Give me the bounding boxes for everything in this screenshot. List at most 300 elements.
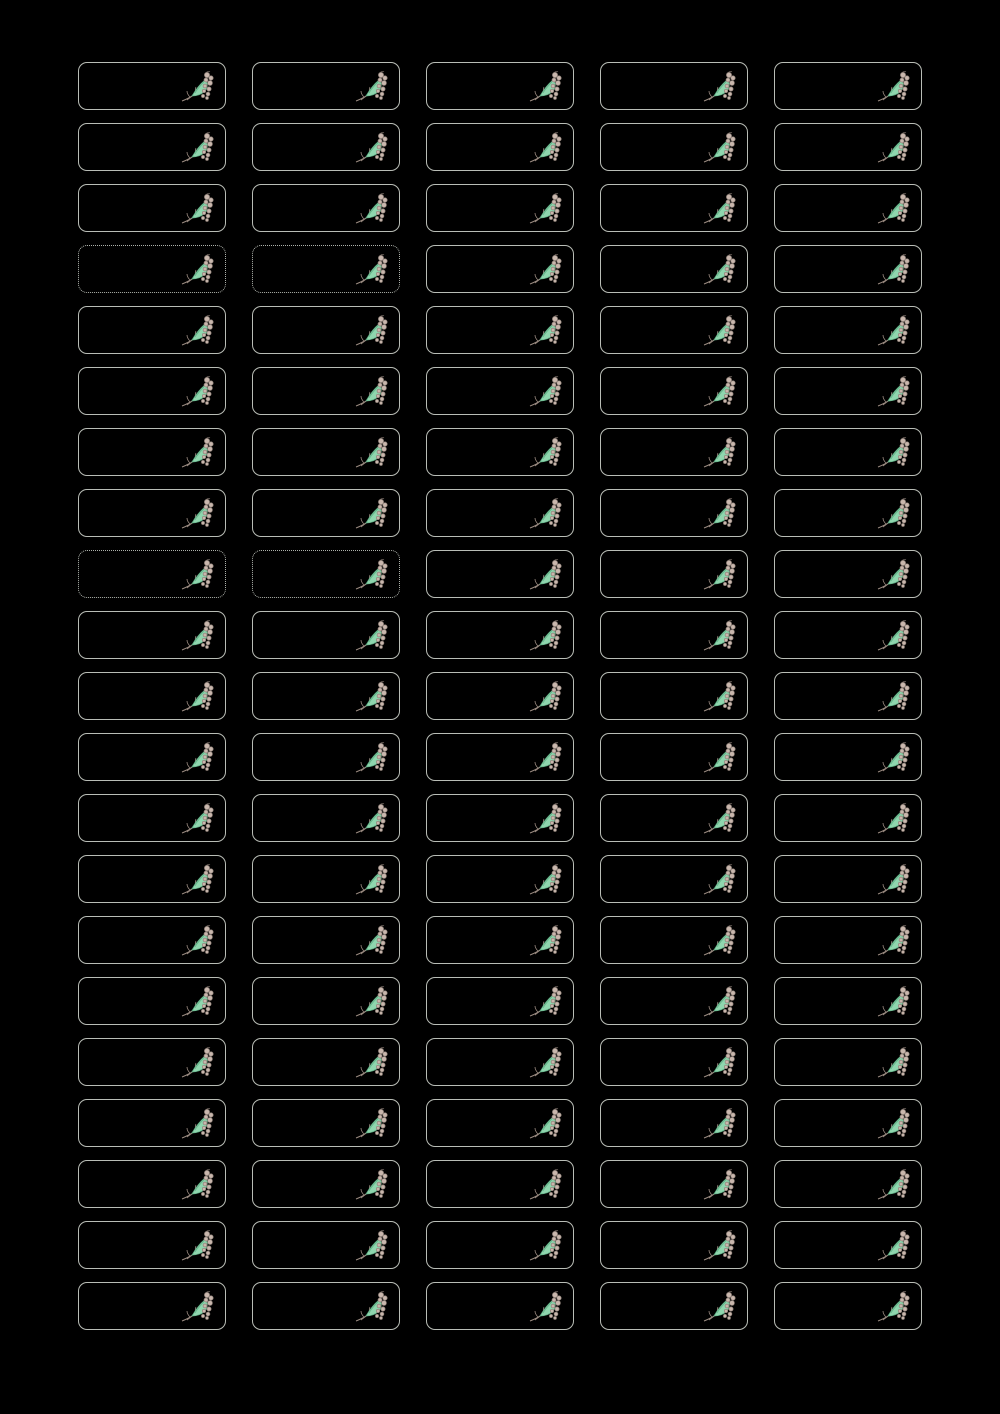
label-cell[interactable] (252, 794, 400, 842)
label-cell[interactable] (774, 1221, 922, 1269)
floral-sprig-icon (182, 1169, 213, 1199)
floral-sprig-icon (878, 1169, 909, 1199)
floral-sprig-icon (350, 738, 390, 778)
label-cell[interactable] (426, 794, 574, 842)
floral-sprig-icon (176, 1226, 216, 1266)
floral-sprig-icon (524, 1226, 564, 1266)
floral-sprig-icon (350, 494, 390, 534)
floral-sprig-icon (356, 803, 387, 833)
label-cell[interactable] (426, 977, 574, 1025)
label-cell[interactable] (426, 672, 574, 720)
label-cell[interactable] (426, 550, 574, 598)
floral-sprig-icon (704, 986, 735, 1016)
floral-sprig-icon (878, 864, 909, 894)
label-cell[interactable] (78, 1099, 226, 1147)
label-cell[interactable] (252, 733, 400, 781)
floral-sprig-icon (530, 315, 561, 345)
floral-sprig-icon (704, 193, 735, 223)
label-cell[interactable] (252, 184, 400, 232)
floral-sprig-icon (698, 67, 738, 107)
floral-sprig-icon (524, 799, 564, 839)
floral-sprig-icon (872, 128, 912, 168)
floral-sprig-icon (350, 982, 390, 1022)
label-cell[interactable] (252, 428, 400, 476)
floral-sprig-icon (704, 132, 735, 162)
floral-sprig-icon (698, 433, 738, 473)
label-cell[interactable] (252, 1038, 400, 1086)
floral-sprig-icon (530, 742, 561, 772)
floral-sprig-icon (176, 311, 216, 351)
floral-sprig-icon (182, 559, 213, 589)
floral-sprig-icon (356, 1230, 387, 1260)
floral-sprig-icon (878, 559, 909, 589)
floral-sprig-icon (872, 372, 912, 412)
floral-sprig-icon (530, 1047, 561, 1077)
label-cell[interactable] (774, 123, 922, 171)
floral-sprig-icon (878, 742, 909, 772)
floral-sprig-icon (878, 986, 909, 1016)
label-cell[interactable] (78, 428, 226, 476)
floral-sprig-icon (356, 132, 387, 162)
floral-sprig-icon (524, 189, 564, 229)
label-cell[interactable] (426, 306, 574, 354)
label-cell[interactable] (78, 733, 226, 781)
label-cell[interactable] (774, 1038, 922, 1086)
floral-sprig-icon (524, 982, 564, 1022)
floral-sprig-icon (182, 132, 213, 162)
floral-sprig-icon (524, 128, 564, 168)
floral-sprig-icon (350, 433, 390, 473)
floral-sprig-icon (872, 189, 912, 229)
label-cell[interactable] (252, 367, 400, 415)
floral-sprig-icon (704, 742, 735, 772)
floral-sprig-icon (524, 555, 564, 595)
label-cell[interactable] (252, 245, 400, 293)
label-cell[interactable] (78, 1160, 226, 1208)
floral-sprig-icon (530, 1230, 561, 1260)
label-cell[interactable] (600, 977, 748, 1025)
label-cell[interactable] (600, 1160, 748, 1208)
floral-sprig-icon (356, 193, 387, 223)
floral-sprig-icon (704, 315, 735, 345)
label-cell[interactable] (78, 367, 226, 415)
floral-sprig-icon (182, 193, 213, 223)
floral-sprig-icon (872, 1287, 912, 1327)
floral-sprig-icon (524, 250, 564, 290)
label-cell[interactable] (252, 611, 400, 659)
floral-sprig-icon (356, 1291, 387, 1321)
label-cell[interactable] (252, 1282, 400, 1330)
floral-sprig-icon (176, 67, 216, 107)
label-cell[interactable] (774, 733, 922, 781)
floral-sprig-icon (872, 1226, 912, 1266)
floral-sprig-icon (182, 681, 213, 711)
label-cell[interactable] (252, 62, 400, 110)
floral-sprig-icon (176, 555, 216, 595)
floral-sprig-icon (872, 921, 912, 961)
label-cell[interactable] (78, 855, 226, 903)
floral-sprig-icon (356, 986, 387, 1016)
floral-sprig-icon (356, 254, 387, 284)
floral-sprig-icon (872, 982, 912, 1022)
floral-sprig-icon (530, 620, 561, 650)
floral-sprig-icon (356, 1108, 387, 1138)
floral-sprig-icon (704, 803, 735, 833)
floral-sprig-icon (182, 620, 213, 650)
floral-sprig-icon (176, 982, 216, 1022)
label-cell[interactable] (426, 367, 574, 415)
floral-sprig-icon (176, 1165, 216, 1205)
floral-sprig-icon (176, 799, 216, 839)
floral-sprig-icon (704, 864, 735, 894)
label-cell[interactable] (774, 1099, 922, 1147)
floral-sprig-icon (176, 250, 216, 290)
label-cell[interactable] (600, 916, 748, 964)
label-cell[interactable] (252, 916, 400, 964)
label-cell[interactable] (774, 550, 922, 598)
floral-sprig-icon (350, 1043, 390, 1083)
floral-sprig-icon (698, 738, 738, 778)
label-cell[interactable] (774, 672, 922, 720)
floral-sprig-icon (182, 315, 213, 345)
label-cell[interactable] (426, 733, 574, 781)
floral-sprig-icon (872, 250, 912, 290)
floral-sprig-icon (530, 1291, 561, 1321)
floral-sprig-icon (182, 1108, 213, 1138)
floral-sprig-icon (182, 437, 213, 467)
floral-sprig-icon (704, 1047, 735, 1077)
floral-sprig-icon (872, 860, 912, 900)
label-cell[interactable] (426, 1221, 574, 1269)
floral-sprig-icon (350, 1104, 390, 1144)
floral-sprig-icon (698, 982, 738, 1022)
label-cell[interactable] (78, 611, 226, 659)
floral-sprig-icon (524, 1165, 564, 1205)
floral-sprig-icon (182, 1047, 213, 1077)
label-cell[interactable] (252, 855, 400, 903)
floral-sprig-icon (356, 498, 387, 528)
floral-sprig-icon (872, 311, 912, 351)
floral-sprig-icon (176, 738, 216, 778)
floral-sprig-icon (698, 555, 738, 595)
label-cell[interactable] (78, 977, 226, 1025)
floral-sprig-icon (182, 1230, 213, 1260)
floral-sprig-icon (704, 71, 735, 101)
floral-sprig-icon (872, 67, 912, 107)
floral-sprig-icon (698, 1104, 738, 1144)
label-cell[interactable] (600, 184, 748, 232)
floral-sprig-icon (176, 372, 216, 412)
floral-sprig-icon (524, 1287, 564, 1327)
label-cell[interactable] (78, 916, 226, 964)
floral-sprig-icon (872, 1104, 912, 1144)
floral-sprig-icon (698, 1165, 738, 1205)
label-cell[interactable] (78, 62, 226, 110)
label-cell[interactable] (252, 306, 400, 354)
label-cell[interactable] (600, 62, 748, 110)
floral-sprig-icon (356, 1169, 387, 1199)
floral-sprig-icon (878, 1230, 909, 1260)
floral-sprig-icon (176, 1043, 216, 1083)
floral-sprig-icon (872, 555, 912, 595)
floral-sprig-icon (704, 376, 735, 406)
label-cell[interactable] (774, 794, 922, 842)
floral-sprig-icon (350, 128, 390, 168)
floral-sprig-icon (878, 498, 909, 528)
floral-sprig-icon (698, 311, 738, 351)
floral-sprig-icon (176, 494, 216, 534)
floral-sprig-icon (182, 498, 213, 528)
floral-sprig-icon (698, 128, 738, 168)
floral-sprig-icon (356, 71, 387, 101)
label-cell[interactable] (600, 733, 748, 781)
floral-sprig-icon (878, 315, 909, 345)
floral-sprig-icon (524, 1104, 564, 1144)
floral-sprig-icon (878, 254, 909, 284)
floral-sprig-icon (704, 925, 735, 955)
floral-sprig-icon (698, 250, 738, 290)
floral-sprig-icon (878, 803, 909, 833)
label-cell[interactable] (78, 1221, 226, 1269)
label-cell[interactable] (426, 123, 574, 171)
label-cell[interactable] (774, 1282, 922, 1330)
label-cell[interactable] (426, 62, 574, 110)
floral-sprig-icon (698, 860, 738, 900)
label-cell[interactable] (78, 184, 226, 232)
floral-sprig-icon (698, 189, 738, 229)
label-cell[interactable] (78, 672, 226, 720)
label-cell[interactable] (426, 1282, 574, 1330)
floral-sprig-icon (530, 681, 561, 711)
label-cell[interactable] (774, 367, 922, 415)
floral-sprig-icon (176, 1104, 216, 1144)
floral-sprig-icon (176, 433, 216, 473)
floral-sprig-icon (350, 250, 390, 290)
floral-sprig-icon (356, 681, 387, 711)
label-grid (78, 62, 922, 1330)
floral-sprig-icon (698, 1287, 738, 1327)
floral-sprig-icon (350, 189, 390, 229)
floral-sprig-icon (872, 433, 912, 473)
floral-sprig-icon (530, 71, 561, 101)
label-cell[interactable] (78, 306, 226, 354)
label-cell[interactable] (600, 550, 748, 598)
label-cell[interactable] (600, 1099, 748, 1147)
label-cell[interactable] (252, 550, 400, 598)
floral-sprig-icon (878, 71, 909, 101)
floral-sprig-icon (176, 860, 216, 900)
label-cell[interactable] (78, 794, 226, 842)
floral-sprig-icon (698, 677, 738, 717)
floral-sprig-icon (524, 494, 564, 534)
label-cell[interactable] (774, 245, 922, 293)
floral-sprig-icon (350, 1287, 390, 1327)
floral-sprig-icon (704, 620, 735, 650)
label-cell[interactable] (600, 367, 748, 415)
label-cell[interactable] (426, 1038, 574, 1086)
label-cell[interactable] (600, 672, 748, 720)
floral-sprig-icon (530, 437, 561, 467)
label-cell[interactable] (426, 245, 574, 293)
floral-sprig-icon (530, 1169, 561, 1199)
floral-sprig-icon (182, 254, 213, 284)
label-cell[interactable] (774, 916, 922, 964)
floral-sprig-icon (356, 437, 387, 467)
floral-sprig-icon (878, 1108, 909, 1138)
floral-sprig-icon (356, 925, 387, 955)
floral-sprig-icon (356, 315, 387, 345)
label-cell[interactable] (600, 855, 748, 903)
floral-sprig-icon (872, 494, 912, 534)
floral-sprig-icon (878, 1291, 909, 1321)
floral-sprig-icon (530, 132, 561, 162)
floral-sprig-icon (356, 864, 387, 894)
floral-sprig-icon (704, 681, 735, 711)
label-cell[interactable] (600, 611, 748, 659)
label-cell[interactable] (774, 977, 922, 1025)
floral-sprig-icon (704, 1230, 735, 1260)
label-cell[interactable] (774, 1160, 922, 1208)
floral-sprig-icon (182, 1291, 213, 1321)
floral-sprig-icon (176, 128, 216, 168)
floral-sprig-icon (524, 738, 564, 778)
floral-sprig-icon (872, 1165, 912, 1205)
label-cell[interactable] (600, 489, 748, 537)
label-cell[interactable] (252, 489, 400, 537)
floral-sprig-icon (878, 437, 909, 467)
floral-sprig-icon (530, 803, 561, 833)
label-cell[interactable] (426, 489, 574, 537)
floral-sprig-icon (698, 1043, 738, 1083)
floral-sprig-icon (176, 677, 216, 717)
floral-sprig-icon (530, 559, 561, 589)
floral-sprig-icon (182, 376, 213, 406)
floral-sprig-icon (350, 860, 390, 900)
floral-sprig-icon (182, 864, 213, 894)
floral-sprig-icon (350, 311, 390, 351)
label-cell[interactable] (600, 1221, 748, 1269)
floral-sprig-icon (704, 1169, 735, 1199)
floral-sprig-icon (698, 799, 738, 839)
floral-sprig-icon (872, 1043, 912, 1083)
floral-sprig-icon (698, 1226, 738, 1266)
floral-sprig-icon (704, 559, 735, 589)
label-cell[interactable] (252, 1221, 400, 1269)
floral-sprig-icon (698, 921, 738, 961)
floral-sprig-icon (878, 620, 909, 650)
floral-sprig-icon (176, 921, 216, 961)
label-cell[interactable] (774, 855, 922, 903)
floral-sprig-icon (878, 193, 909, 223)
label-cell[interactable] (252, 1160, 400, 1208)
floral-sprig-icon (704, 254, 735, 284)
floral-sprig-icon (872, 616, 912, 656)
label-cell[interactable] (600, 123, 748, 171)
floral-sprig-icon (350, 1165, 390, 1205)
floral-sprig-icon (872, 799, 912, 839)
floral-sprig-icon (182, 71, 213, 101)
label-cell[interactable] (426, 1160, 574, 1208)
floral-sprig-icon (878, 132, 909, 162)
floral-sprig-icon (530, 1108, 561, 1138)
label-cell[interactable] (426, 1099, 574, 1147)
label-cell[interactable] (774, 428, 922, 476)
floral-sprig-icon (350, 1226, 390, 1266)
floral-sprig-icon (350, 677, 390, 717)
floral-sprig-icon (524, 921, 564, 961)
floral-sprig-icon (530, 254, 561, 284)
label-cell[interactable] (426, 855, 574, 903)
label-cell[interactable] (600, 1282, 748, 1330)
floral-sprig-icon (530, 864, 561, 894)
label-cell[interactable] (252, 123, 400, 171)
floral-sprig-icon (704, 1291, 735, 1321)
label-cell[interactable] (774, 306, 922, 354)
floral-sprig-icon (530, 986, 561, 1016)
floral-sprig-icon (524, 1043, 564, 1083)
label-cell[interactable] (78, 1038, 226, 1086)
floral-sprig-icon (524, 433, 564, 473)
label-cell[interactable] (78, 550, 226, 598)
label-cell[interactable] (252, 1099, 400, 1147)
label-cell[interactable] (252, 977, 400, 1025)
label-cell[interactable] (78, 1282, 226, 1330)
floral-sprig-icon (878, 681, 909, 711)
floral-sprig-icon (704, 498, 735, 528)
floral-sprig-icon (182, 742, 213, 772)
floral-sprig-icon (698, 616, 738, 656)
label-cell[interactable] (600, 1038, 748, 1086)
floral-sprig-icon (176, 189, 216, 229)
label-cell[interactable] (78, 123, 226, 171)
label-cell[interactable] (774, 62, 922, 110)
label-cell[interactable] (426, 184, 574, 232)
label-cell[interactable] (426, 916, 574, 964)
floral-sprig-icon (872, 677, 912, 717)
floral-sprig-icon (524, 67, 564, 107)
floral-sprig-icon (182, 925, 213, 955)
floral-sprig-icon (878, 376, 909, 406)
floral-sprig-icon (176, 616, 216, 656)
floral-sprig-icon (524, 372, 564, 412)
label-cell[interactable] (78, 489, 226, 537)
floral-sprig-icon (356, 559, 387, 589)
floral-sprig-icon (872, 738, 912, 778)
floral-sprig-icon (176, 1287, 216, 1327)
label-cell[interactable] (426, 428, 574, 476)
label-cell[interactable] (600, 306, 748, 354)
label-cell[interactable] (774, 184, 922, 232)
floral-sprig-icon (530, 925, 561, 955)
floral-sprig-icon (704, 437, 735, 467)
floral-sprig-icon (530, 376, 561, 406)
label-cell[interactable] (774, 611, 922, 659)
floral-sprig-icon (524, 860, 564, 900)
label-cell[interactable] (774, 489, 922, 537)
label-cell[interactable] (600, 428, 748, 476)
label-cell[interactable] (252, 672, 400, 720)
label-cell[interactable] (78, 245, 226, 293)
floral-sprig-icon (350, 616, 390, 656)
floral-sprig-icon (350, 799, 390, 839)
floral-sprig-icon (350, 921, 390, 961)
label-cell[interactable] (426, 611, 574, 659)
floral-sprig-icon (350, 555, 390, 595)
floral-sprig-icon (878, 1047, 909, 1077)
floral-sprig-icon (182, 803, 213, 833)
label-cell[interactable] (600, 794, 748, 842)
label-cell[interactable] (600, 245, 748, 293)
